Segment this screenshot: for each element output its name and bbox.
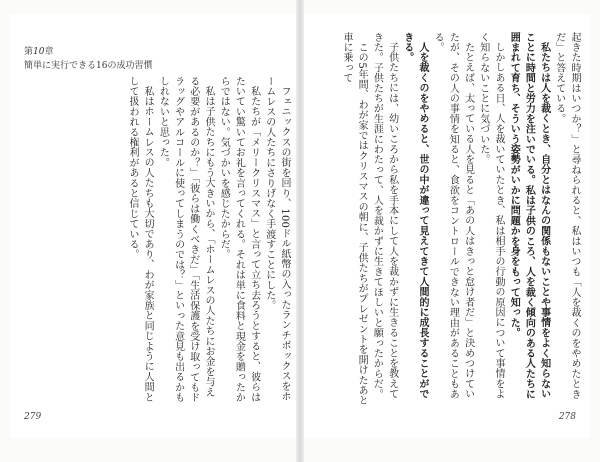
left-body-text [30,76,292,406]
paragraph: 私たちが「メリークリスマス」と言って立ち去ろうとすると、彼らはたいてい驚いてお礼を言ってくれる。それは単に食料と現金を贈ったからではない。気づかいを感じたからだ。 [218,76,260,403]
book-gutter [296,0,304,462]
chapter-title: 簡単に実行できる16の成功習慣 [24,61,153,71]
paragraph: フェニックスの街を回り、100ドル紙幣の入ったランチボックスをホームレスの人たちにさりげなく手渡すことにした。 [263,76,290,402]
right-page [304,14,590,438]
paragraph: 起きた時期はいつか？」と尋ねられると、私はいつも「人を裁くのをやめたときだ」と答えている。 [553,32,580,400]
paragraph: 私は子供たちにもう大きいから、「ホームレスの人たちにお金を与える必要があるのか？」「彼らは働くべきだ」「生活保護を受け取ってもドラッグやアルコールに使ってしまうのでは？」といった意見も出るかもしれないと思った。 [157,76,214,403]
chapter-number: 10 [33,47,45,57]
paragraph: この5年間、わが家ではクリスマスの朝に、子供たちがプレゼントを開けたあと車に乗って [340,32,368,406]
paragraph: たとえば、太っている人を見ると「あの人はきっと怠け者だ」と決めつけていたが、その人の事情を知ると、食欲をコントロールできない理由があることもある。 [432,32,474,400]
right-body-text [316,32,582,406]
chapter-label [24,44,53,57]
paragraph: 私たちは人を裁くとき、自分とはなんの関係もないことや事情をよく知らないことに時間と労力を注いでいる。私は子供のころ、人を裁く傾向のある人たちに囲まれて育ち、そういう姿勢がいかに問題かを身をもって知った。 [508,32,550,400]
bold-key-phrase: 人を裁くのをやめると、世の中が違って見えてきて人間的に成長することができる。 [401,32,428,399]
page-number: 279 [24,412,42,422]
left-page [10,14,296,438]
paragraph: しかしある日、人を裁いていたとき、私は相手の行動の原因について事情をよく知らないことに気づいた。 [477,32,504,399]
chapter-suffix: 章 [44,47,54,57]
paragraph: 子供たちには、幼いころから私を手本にして人を裁かずに生きることを教えてきた。子供たちが生涯にわたって、人を裁かずに生きてほしいと願ったからだ。 [371,32,398,400]
chapter-prefix: 第 [24,47,34,57]
paragraph: 私はホームレスの人たちも大切であり、わが家族と同じように人間として扱われる権利があると信じている。 [126,76,154,403]
page-number: 278 [558,412,576,422]
